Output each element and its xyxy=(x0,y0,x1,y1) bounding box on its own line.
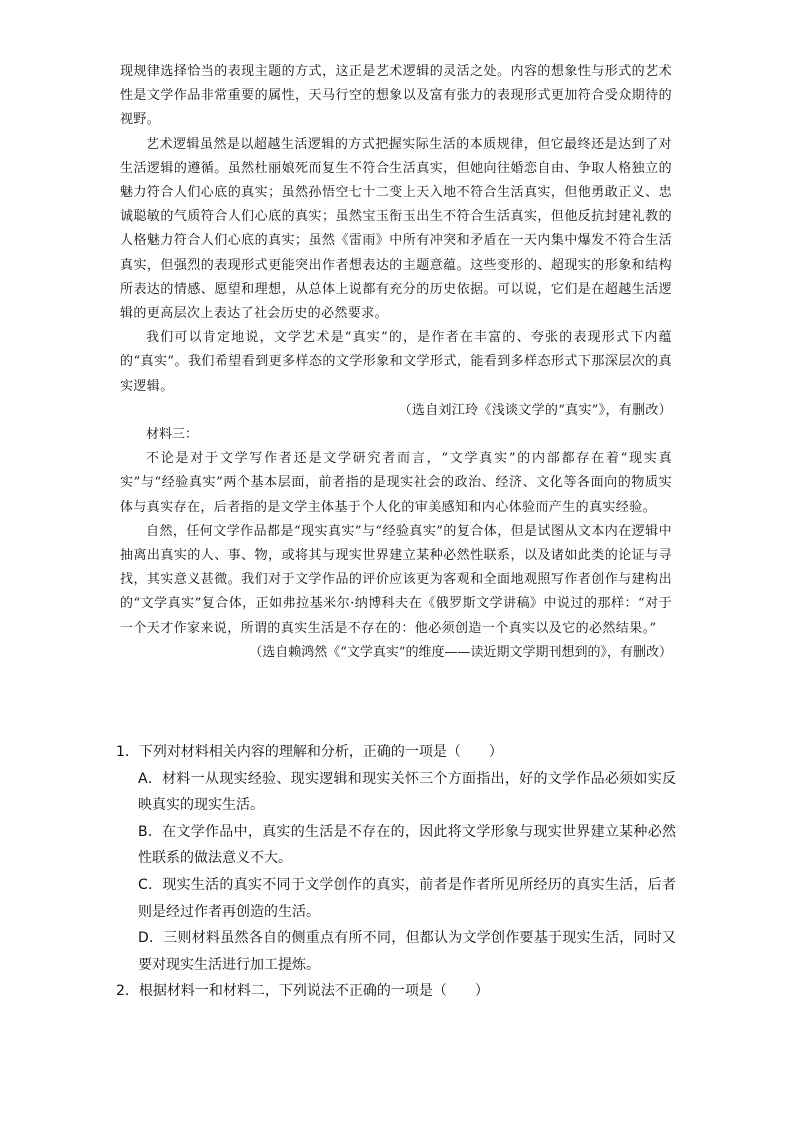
material2-source: （选自刘江玲《浅谈文学的“真实”》，有删改） xyxy=(398,402,672,418)
question-1-option-b: B．在文学作品中，真实的生活是不存在的，因此将文学形象与现实世界建立某种必然性联系的做法意义不大。 xyxy=(138,823,676,867)
material3-paragraph-2: 自然，任何文学作品都是“现实真实”与“经验真实”的复合体，但是试图从文本内在逻辑中抽离出真实的人、事、物，或将其与现实世界建立某种必然性联系，以及诸如此类的论证与寻找，其实意义甚微。我们对于文学作品的评价应该更为客观和全面地观照写作者创作与建构出的“文学真实”复合体，正如弗拉基米尔·纳博科夫在《俄罗斯文学讲稿》中说过的那样：“对于一个天才作家来说，所谓的真实生活是不存在的：他必须创造一个真实以及它的必然结果。” xyxy=(120,523,672,636)
question-1-option-a: A．材料一从现实经验、现实逻辑和现实关怀三个方面指出，好的文学作品必须如实反映真实的现实生活。 xyxy=(138,770,676,814)
paragraph-conclusion: 我们可以肯定地说，文学艺术是“真实”的，是作者在丰富的、夸张的表现形式下内蕴的“真实”。我们希望看到更多样态的文学形象和文学形式，能看到多样态形式下那深层次的真实逻辑。 xyxy=(120,330,672,394)
material3-paragraph-1: 不论是对于文学写作者还是文学研究者而言，“文学真实”的内部都存在着“现实真实”与“经验真实”两个基本层面，前者指的是现实社会的政治、经济、文化等各面向的物质实体与真实存在，后者指的是文学主体基于个人化的审美感知和内心体验而产生的真实经验。 xyxy=(120,451,672,515)
question-1-stem: 1．下列对材料相关内容的理解和分析，正确的一项是（ ） xyxy=(116,744,503,760)
question-2-stem: 2．根据材料一和材料二，下列说法不正确的一项是（ ） xyxy=(116,983,489,1000)
material3-source: （选自赖鸿然《“文学真实”的维度——读近期文学期刊想到的》，有删改） xyxy=(249,644,672,660)
question-1-option-c: C．现实生活的真实不同于文学创作的真实，前者是作者所见所经历的真实生活，后者则是经过作者再创造的生活。 xyxy=(138,876,676,920)
question-1-option-d: D．三则材料虽然各自的侧重点有所不同，但都认为文学创作要基于现实生活，同时又要对现实生活进行加工提炼。 xyxy=(138,930,676,973)
questions-section xyxy=(116,739,676,1005)
paragraph-art-logic: 艺术逻辑虽然是以超越生活逻辑的方式把握实际生活的本质规律，但它最终还是达到了对生活逻辑的遵循。虽然杜丽娘死而复生不符合生活真实，但她向往婚恋自由、争取人格独立的魅力符合人们心底的真实；虽然孙悟空七十二变上天入地不符合生活真实，但他勇敢正义、忠诚聪敏的气质符合人们心底的真实；虽然宝玉衔玉出生不符合生活真实，但他反抗封建礼教的人格魅力符合人们心底的真实；虽然《雷雨》中所有冲突和矛盾在一天内集中爆发不符合生活真实，但强烈的表现形式更能突出作者想表达的主题意蕴。这些变形的、超现实的形象和结构所表达的情感、愿望和理想，从总体上说都有充分的历史依据。可以说，它们是在超越生活逻辑的更高层次上表达了社会历史的必然要求。 xyxy=(120,136,672,322)
reading-passage xyxy=(120,60,672,665)
paragraph-continuation: 现规律选择恰当的表现主题的方式，这正是艺术逻辑的灵活之处。内容的想象性与形式的艺术性是文学作品非常重要的属性，天马行空的想象以及富有张力的表现形式更加符合受众期待的视野。 xyxy=(120,64,672,128)
material3-label: 材料三： xyxy=(146,427,199,443)
